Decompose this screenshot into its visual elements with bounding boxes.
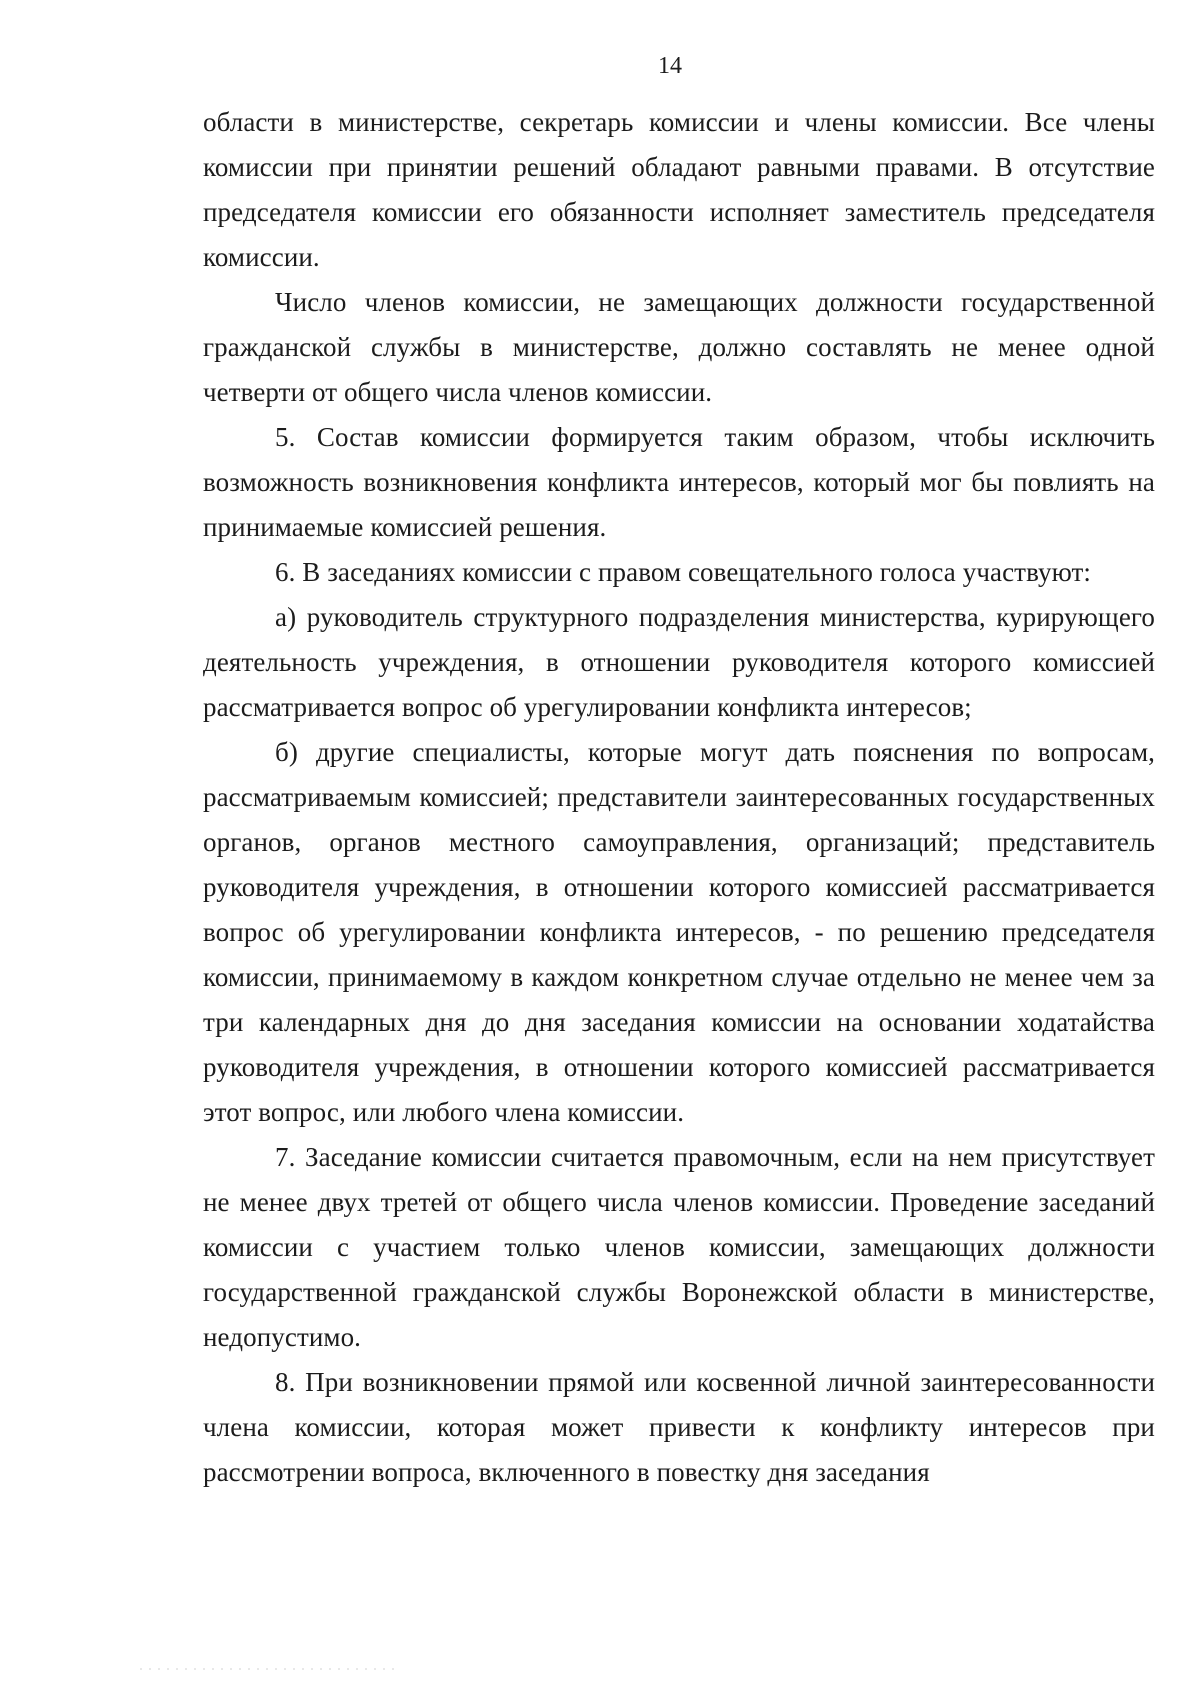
scan-artifact [140, 1668, 400, 1670]
paragraph-item-6b: б) другие специалисты, которые могут дать пояснения по вопросам, рассматриваемым комиссией; представители заинтересованных государственных органов, органов местного самоуправления, организаций; представитель руководителя учреждения, в отношении которого комиссией рассматривается вопрос об урегулировании конфликта интересов, - по решению председателя комиссии, принимаемому в каждом конкретном случае отдельно не менее чем за три календарных дня до дня заседания комиссии на основании ходатайства руководителя учреждения, в отношении которого комиссией рассматривается этот вопрос, или любого члена комиссии. [203, 737, 1155, 1127]
paragraph-item-7: 7. Заседание комиссии считается правомочным, если на нем присутствует не менее двух третей от общего числа членов комиссии. Проведение заседаний комиссии с участием только членов комиссии, замещающих должности государственной гражданской службы Воронежской области в министерстве, недопустимо. [203, 1142, 1155, 1352]
paragraph-item-8: 8. При возникновении прямой или косвенной личной заинтересованности члена комиссии, которая может привести к конфликту интересов при рассмотрении вопроса, включенного в повестку дня заседания [203, 1367, 1155, 1487]
paragraph-item-5: 5. Состав комиссии формируется таким образом, чтобы исключить возможность возникновения конфликта интересов, который мог бы повлиять на принимаемые комиссией решения. [203, 422, 1155, 542]
document-body [203, 100, 1155, 1495]
paragraph-continuation: области в министерстве, секретарь комиссии и члены комиссии. Все члены комиссии при принятии решений обладают равными правами. В отсутствие председателя комиссии его обязанности исполняет заместитель председателя комиссии. [203, 107, 1155, 272]
page-number: 14 [658, 53, 682, 79]
paragraph-item-6: 6. В заседаниях комиссии с правом совещательного голоса участвуют: [275, 557, 1092, 587]
paragraph-members-count: Число членов комиссии, не замещающих должности государственной гражданской службы в министерстве, должно составлять не менее одной четверти от общего числа членов комиссии. [203, 287, 1155, 407]
paragraph-item-6a: а) руководитель структурного подразделения министерства, курирующего деятельность учреждения, в отношении руководителя которого комиссией рассматривается вопрос об урегулировании конфликта интересов; [203, 602, 1155, 722]
